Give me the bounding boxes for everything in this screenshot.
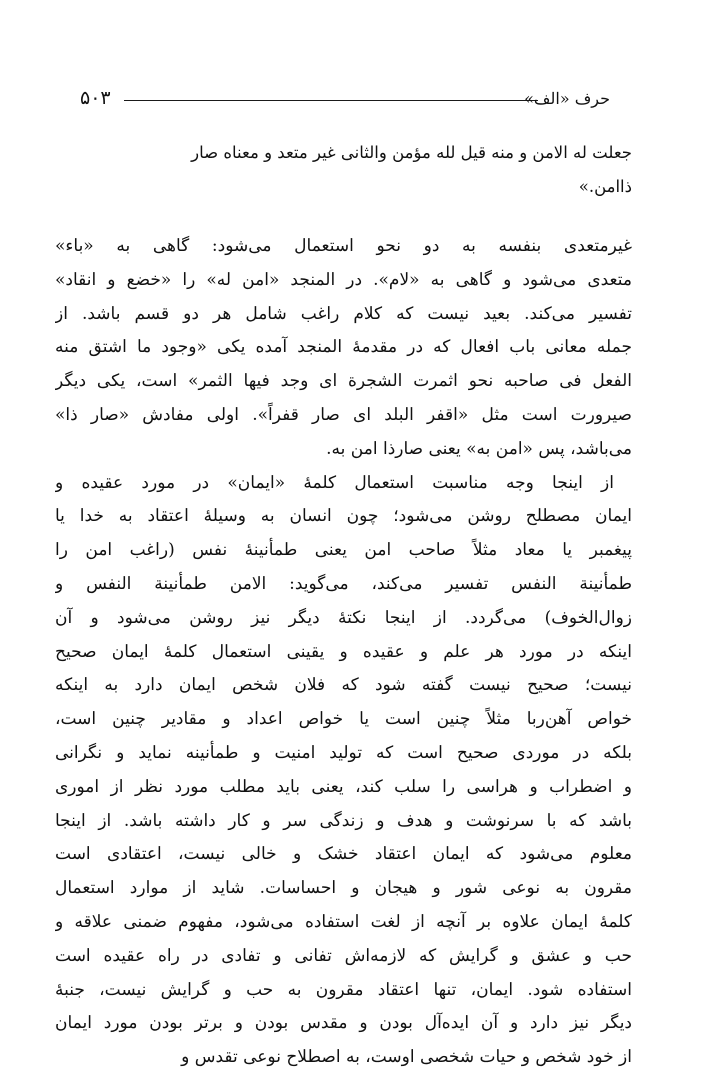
page-number: ۵۰۳: [80, 87, 111, 109]
text-line: از اینجا وجه مناسبت استعمال کلمهٔ «ایمان» در مورد عقیده و: [55, 472, 614, 493]
paragraph: [55, 230, 632, 467]
text-line: و اضطراب و هراسی را سلب کند، یعنی باید مطلب مورد نظر از اموری: [55, 776, 632, 797]
body-text: [55, 230, 632, 1075]
text-line: تفسیر می‌کند. بعید نیست که کلام راغب شامل هر دو قسم باشد. از: [55, 303, 632, 324]
text-line: الفعل فی صاحبه نحو اثمرت الشجرة ای وجد فیها الثمر» است، یکی دیگر: [55, 371, 632, 392]
text-line: مقرون به نوعی شور و هیجان و احساسات. شاید از موارد استعمال: [55, 878, 632, 899]
text-line: بلکه در موردی صحیح است که تولید امنیت و طمأنینه نماید و نگرانی: [55, 742, 632, 763]
text-line: از خود شخص و حیات شخصی اوست، به اصطلاح نوعی تقدس و: [181, 1047, 632, 1068]
text-line: پیغمبر یا معاد مثلاً صاحب امن یعنی طمأنینهٔ نفس (راغب امن را: [55, 540, 632, 561]
text-line: خواص آهن‌ربا مثلاً چنین است یا خواص اعداد و مقادیر چنین است،: [55, 709, 632, 730]
text-line: صیرورت است مثل «اقفر البلد ای صار قفراً». اولی مفادش «صار ذا»: [55, 404, 632, 425]
paragraph: [55, 467, 632, 1075]
text-line: نیست؛ صحیح نیست گفته شود که فلان شخص ایمان دارد به اینکه: [55, 675, 632, 696]
header-rule: [124, 100, 538, 101]
text-line: حب و عشق و گرایش که لازمه‌اش تفانی و تفادی در راه عقیده است: [55, 945, 632, 966]
text-line: متعدی می‌شود و گاهی به «لام». در المنجد «امن له» را «خضع و انقاد»: [55, 269, 632, 290]
running-header: [80, 88, 610, 110]
text-line: معلوم می‌شود که ایمان اعتقاد خشک و خالی نیست، اعتقادی است: [55, 844, 632, 865]
text-line: طمأنینة النفس تفسیر می‌کند، می‌گوید: الامن طمأنینة النفس و: [55, 573, 632, 594]
chapter-title: حرف «الف»: [524, 89, 610, 108]
text-line: غیرمتعدی بنفسه به دو نحو استعمال می‌شود: گاهی به «باء»: [55, 236, 632, 256]
text-line: زوال‌الخوف) می‌گردد. از اینجا نکتهٔ دیگر نیز روشن می‌شود و آن: [55, 607, 632, 628]
quote-line: ذاامن.»: [578, 177, 632, 196]
text-line: ایمان مصطلح روشن می‌شود؛ چون انسان به وسیلهٔ اعتقاد به خدا یا: [55, 506, 632, 527]
text-line: می‌باشد، پس «امن به» یعنی صارذا امن به.: [326, 438, 632, 459]
quote-line: جعلت له الامن و منه قیل لله مؤمن والثانی غیر متعد و معناه صار: [191, 143, 632, 162]
text-line: باشد که با سرنوشت و هدف و زندگی سر و کار داشته باشد. از اینجا: [55, 810, 632, 831]
text-line: جمله معانی باب افعال که در مقدمهٔ المنجد آمده یکی «وجود ما اشتق منه: [55, 337, 632, 358]
text-line: استفاده شود. ایمان، تنها اعتقاد مقرون به حب و گرایش نیست، جنبهٔ: [55, 979, 632, 1000]
text-line: دیگر نیز دارد و آن ایده‌آل بودن و مقدس بودن و برتر بودن مورد ایمان: [55, 1013, 632, 1034]
quote-continuation: [100, 136, 632, 204]
text-line: کلمهٔ ایمان علاوه بر آنچه از لغت استفاده می‌شود، مفهوم ضمنی علاقه و: [55, 911, 632, 932]
text-line: اینکه در مورد هر علم و عقیده و یقینی استعمال کلمهٔ ایمان صحیح: [55, 641, 632, 662]
